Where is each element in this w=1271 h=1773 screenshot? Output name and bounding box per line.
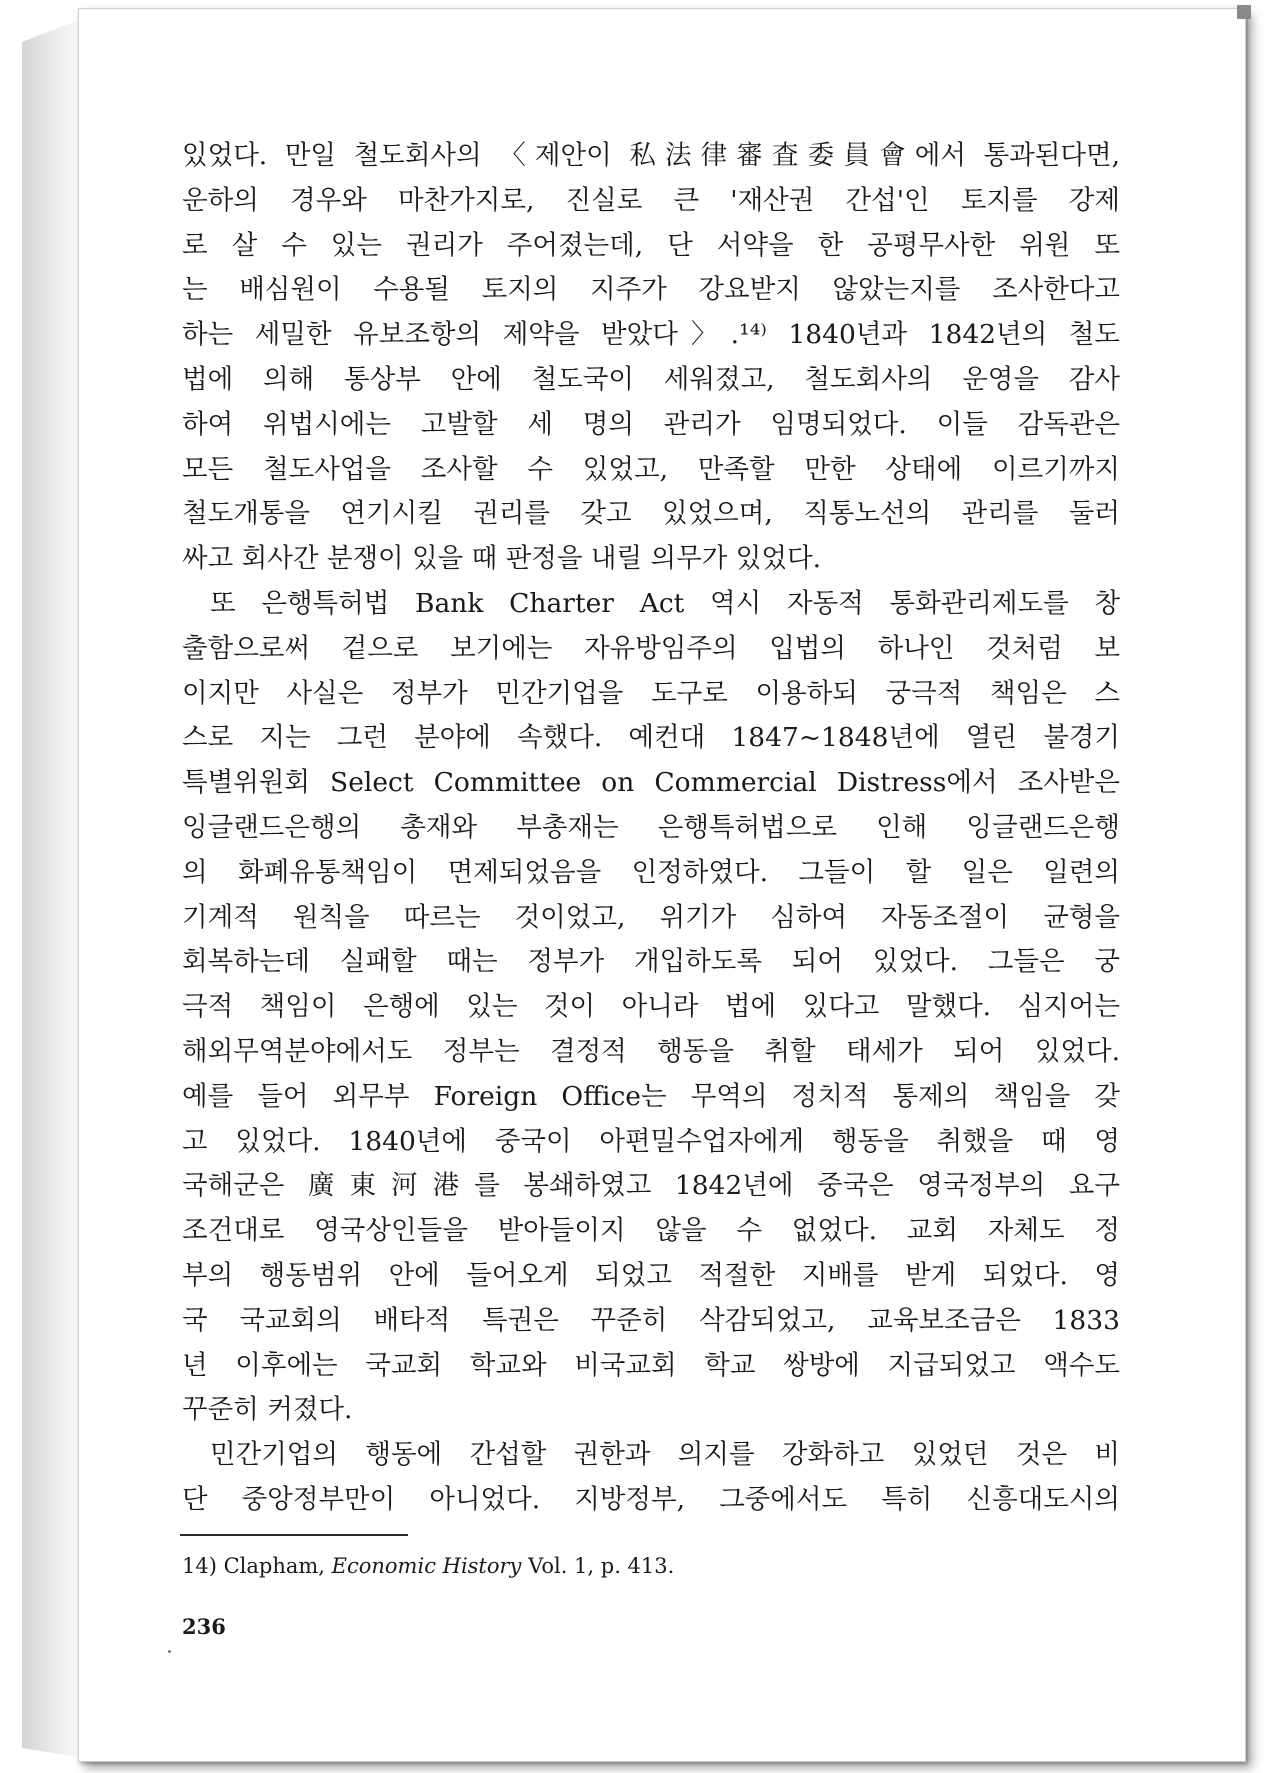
- text-line: 하는 세밀한 유보조항의 제약을 받았다〉.¹⁴⁾ 1840년과 1842년의 철도: [182, 319, 1120, 351]
- text-line: 특별위원회 Select Committee on Commercial Distress에서 조사받은: [182, 767, 1120, 799]
- footnote-title: Economic History: [331, 1554, 522, 1578]
- text-line: 있었다. 만일 철도회사의 〈제안이 私法律審査委員會에서 통과된다면,: [182, 140, 1120, 171]
- book-spine-edge: [22, 18, 84, 1758]
- text-line: 싸고 회사간 분쟁이 있을 때 판정을 내릴 의무가 있었다.: [182, 543, 821, 575]
- text-line: 이지만 사실은 정부가 민간기업을 도구로 이용하되 궁극적 책임은 스: [182, 677, 1120, 709]
- text-line: 민간기업의 행동에 간섭할 권한과 의지를 강화하고 있었던 것은 비: [210, 1439, 1120, 1471]
- corner-marker: [1237, 5, 1251, 19]
- footnote-suffix: Vol. 1, p. 413.: [521, 1554, 675, 1578]
- text-line: 의 화폐유통책임이 면제되었음을 인정하였다. 그들이 할 일은 일련의: [182, 856, 1120, 888]
- page-body: [182, 134, 1120, 1523]
- text-line: 로 살 수 있는 권리가 주어졌는데, 단 서약을 한 공평무사한 위원 또: [182, 229, 1120, 261]
- text-line: 운하의 경우와 마찬가지로, 진실로 큰 '재산권 간섭'인 토지를 강제: [182, 184, 1120, 216]
- text-line: 회복하는데 실패할 때는 정부가 개입하도록 되어 있었다. 그들은 궁: [182, 946, 1120, 978]
- footnote-divider: [180, 1534, 408, 1536]
- text-line: 철도개통을 연기시킬 권리를 갖고 있었으며, 직통노선의 관리를 둘러: [182, 498, 1120, 530]
- text-line: 국해군은 廣東河港를 봉쇄하였고 1842년에 중국은 영국정부의 요구: [182, 1170, 1120, 1202]
- text-line: 꾸준히 커졌다.: [182, 1394, 353, 1426]
- text-line: 출함으로써 겉으로 보기에는 자유방임주의 입법의 하나인 것처럼 보: [182, 632, 1120, 664]
- text-line: 잉글랜드은행의 총재와 부총재는 은행특허법으로 인해 잉글랜드은행: [182, 811, 1120, 843]
- paragraph: [182, 582, 1120, 1433]
- text-line: 하여 위법시에는 고발할 세 명의 관리가 임명되었다. 이들 감독관은: [182, 408, 1120, 440]
- paragraph: [182, 1433, 1120, 1523]
- text-line: 국 국교회의 배타적 특권은 꾸준히 삭감되었고, 교육보조금은 1833: [182, 1304, 1120, 1336]
- text-line: 해외무역분야에서도 정부는 결정적 행동을 취할 태세가 되어 있었다.: [182, 1035, 1120, 1067]
- text-line: 스로 지는 그런 분야에 속했다. 예컨대 1847~1848년에 열린 불경기: [182, 722, 1120, 754]
- footnote-prefix: 14) Clapham,: [182, 1554, 332, 1578]
- page-number: 236: [182, 1614, 226, 1639]
- text-line: 부의 행동범위 안에 들어오게 되었고 적절한 지배를 받게 되었다. 영: [182, 1259, 1120, 1291]
- text-line: 예를 들어 외무부 Foreign Office는 무역의 정치적 통제의 책임을 갖: [182, 1080, 1120, 1112]
- footnote: [182, 1554, 674, 1578]
- text-line: 단 중앙정부만이 아니었다. 지방정부, 그중에서도 특히 신흥대도시의: [182, 1483, 1120, 1515]
- text-line: 모든 철도사업을 조사할 수 있었고, 만족할 만한 상태에 이르기까지: [182, 453, 1120, 485]
- scan-speck: [168, 1650, 171, 1653]
- text-line: 조건대로 영국상인들을 받아들이지 않을 수 없었다. 교회 자체도 정: [182, 1215, 1120, 1247]
- text-line: 또 은행특허법 Bank Charter Act 역시 자동적 통화관리제도를 창: [210, 587, 1120, 619]
- text-line: 기계적 원칙을 따르는 것이었고, 위기가 심하여 자동조절이 균형을: [182, 901, 1120, 933]
- text-line: 고 있었다. 1840년에 중국이 아편밀수업자에게 행동을 취했을 때 영: [182, 1125, 1120, 1157]
- text-line: 법에 의해 통상부 안에 철도국이 세워졌고, 철도회사의 운영을 감사: [182, 363, 1120, 395]
- paragraph: [182, 134, 1120, 582]
- text-line: 는 배심원이 수용될 토지의 지주가 강요받지 않았는지를 조사한다고: [182, 274, 1120, 306]
- text-line: 년 이후에는 국교회 학교와 비국교회 학교 쌍방에 지급되었고 액수도: [182, 1349, 1120, 1381]
- text-line: 극적 책임이 은행에 있는 것이 아니라 법에 있다고 말했다. 심지어는: [182, 991, 1120, 1023]
